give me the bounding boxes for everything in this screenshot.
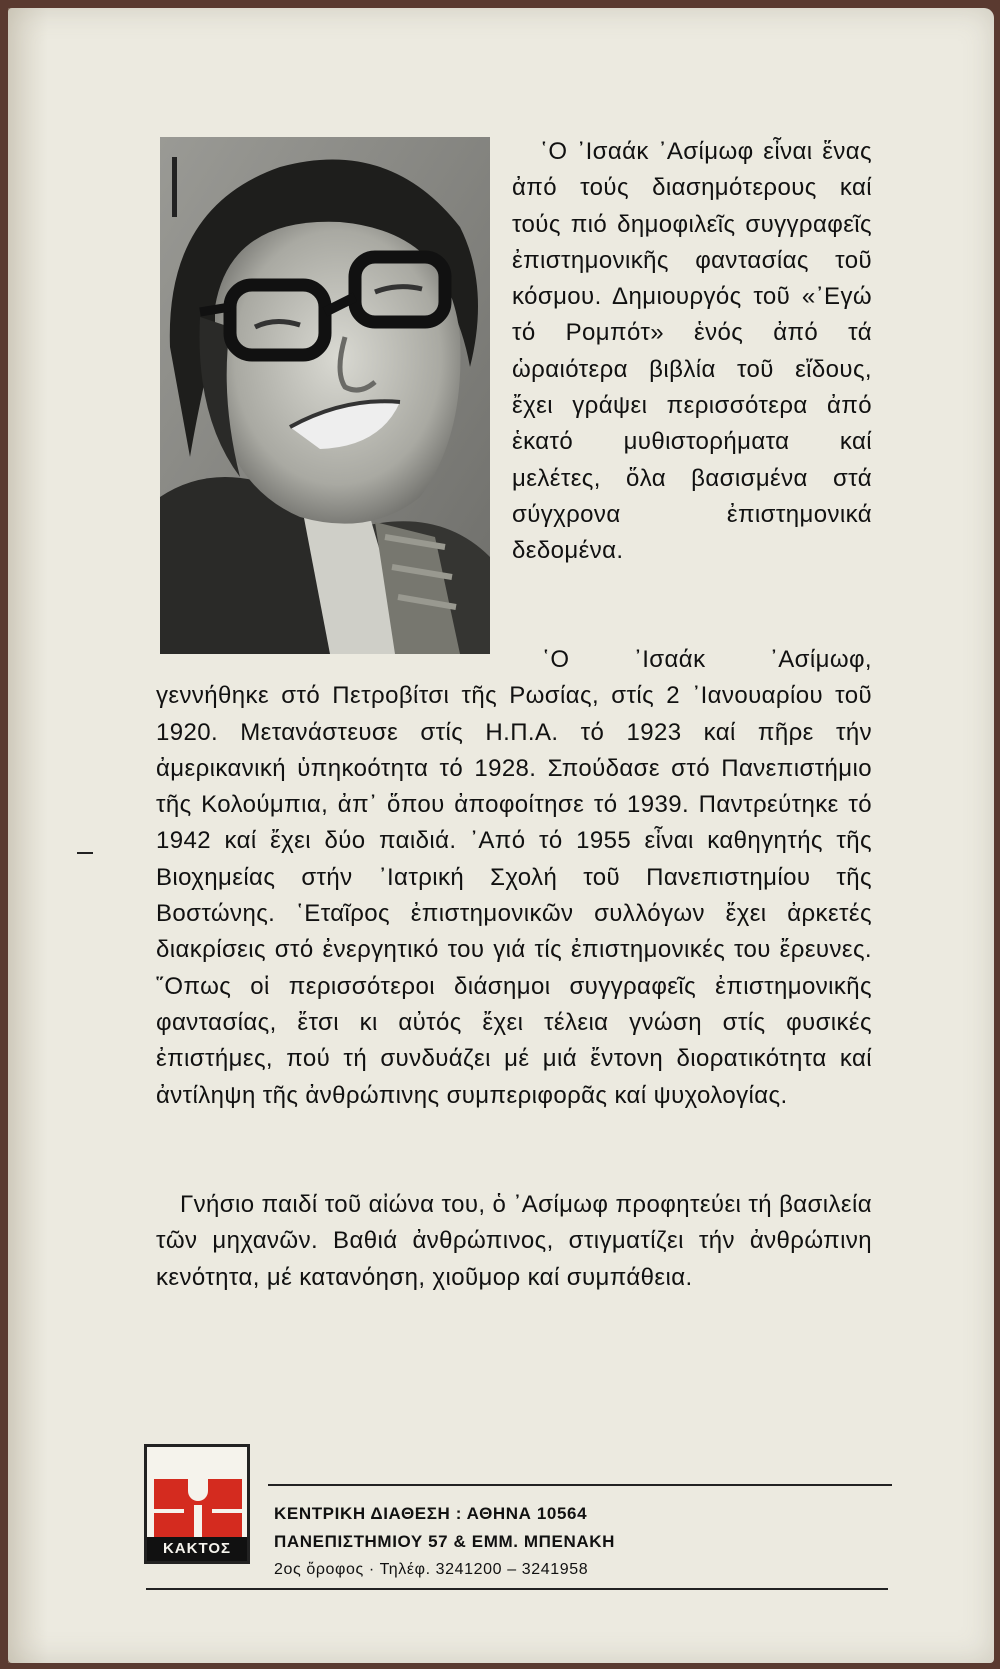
rule-bottom [146, 1588, 888, 1590]
publisher-logo [144, 1444, 250, 1564]
intro-paragraph: ῾Ο ᾿Ισαάκ ᾿Ασίμωφ εἶναι ἕνας ἀπό τούς διασημότερους καί τούς πιό δημοφιλεῖς συγγραφεῖς ἐπιστημονικῆς φαντασίας τοῦ κόσμου. Δημιουργός τοῦ «᾿Εγώ τό Ρομπότ» ἑνός ἀπό τά ὡραιότερα βιβλία τοῦ εἴδους, ἔχει γράψει περισσότερα ἀπό ἑκατό μυθιστορήματα καί μελέτες, ὅλα βασισμένα στά σύγχρονα ἐπιστημονικά δεδομένα. [512, 138, 872, 565]
author-biography [156, 642, 872, 1114]
closing-paragraph: Γνήσιο παιδί τοῦ αἰώνα του, ὁ ᾿Ασίμωφ προφητεύει τή βασιλεία τῶν μηχανῶν. Βαθιά ἀνθρώπινος, στιγματίζει τήν ἀνθρώπινη κενότητα, μέ κατανόηση, χιοῦμορ καί συμπάθεια. [156, 1191, 872, 1291]
distribution-line-1: ΚΕΝΤΡΙΚΗ ΔΙΑΘΕΣΗ : ΑΘΗΝΑ 10564 [274, 1504, 588, 1523]
margin-dash [77, 852, 93, 854]
author-intro [512, 134, 872, 570]
distribution-info [274, 1500, 874, 1584]
rule-top [268, 1484, 892, 1486]
distribution-line-3: 2ος ὄροφος · Τηλέφ. 3241200 – 3241958 [274, 1561, 589, 1578]
publisher-name: ΚΑΚΤΟΣ [147, 1537, 247, 1561]
bio-paragraph: ῾Ο ᾿Ισαάκ ᾿Ασίμωφ, γεννήθηκε στό Πετροβίτσι τῆς Ρωσίας, στίς 2 ᾿Ιανουαρίου τοῦ 1920. Μετανάστευσε στίς Η.Π.Α. τό 1923 καί πῆρε τήν ἀμερικανική ὑπηκοότητα τό 1928. Σπούδασε στό Πανεπιστήμιο τῆς Κολούμπια, ἀπ᾿ ὅπου ἀποφοίτησε τό 1939. Παντρεύτηκε τό 1942 καί ἔχει δύο παιδιά. ᾿Από τό 1955 εἶναι καθηγητής τῆς Βιοχημείας στήν ᾿Ιατρική Σχολή τοῦ Πανεπιστημίου τῆς Βοστώνης. ῾Εταῖρος ἐπιστημονικῶν συλλόγων ἔχει ἀρκετές διακρίσεις στό ἐνεργητικό του γιά τίς ἐπιστημονικές του ἔρευνες. ῞Οπως οἱ περισσότεροι διάσημοι συγγραφεῖς ἐπιστημονικῆς φαντασίας, ἔτσι κι αὐτός ἔχει τέλεια γνώση στίς φυσικές ἐπιστήμες, πού τή συνδυάζει μέ μιά ἔντονη διορατικότητα καί ἀντίληψη τῆς ἀνθρώπινης συμπεριφορᾶς καί ψυχολογίας. [156, 646, 872, 1109]
author-photo [160, 137, 490, 654]
closing-statement [156, 1187, 872, 1296]
distribution-line-2: ΠΑΝΕΠΙΣΤΗΜΙΟΥ 57 & ΕΜΜ. ΜΠΕΝΑΚΗ [274, 1532, 615, 1551]
kaktos-mark-icon [154, 1479, 242, 1537]
spine-shadow [8, 8, 48, 1663]
